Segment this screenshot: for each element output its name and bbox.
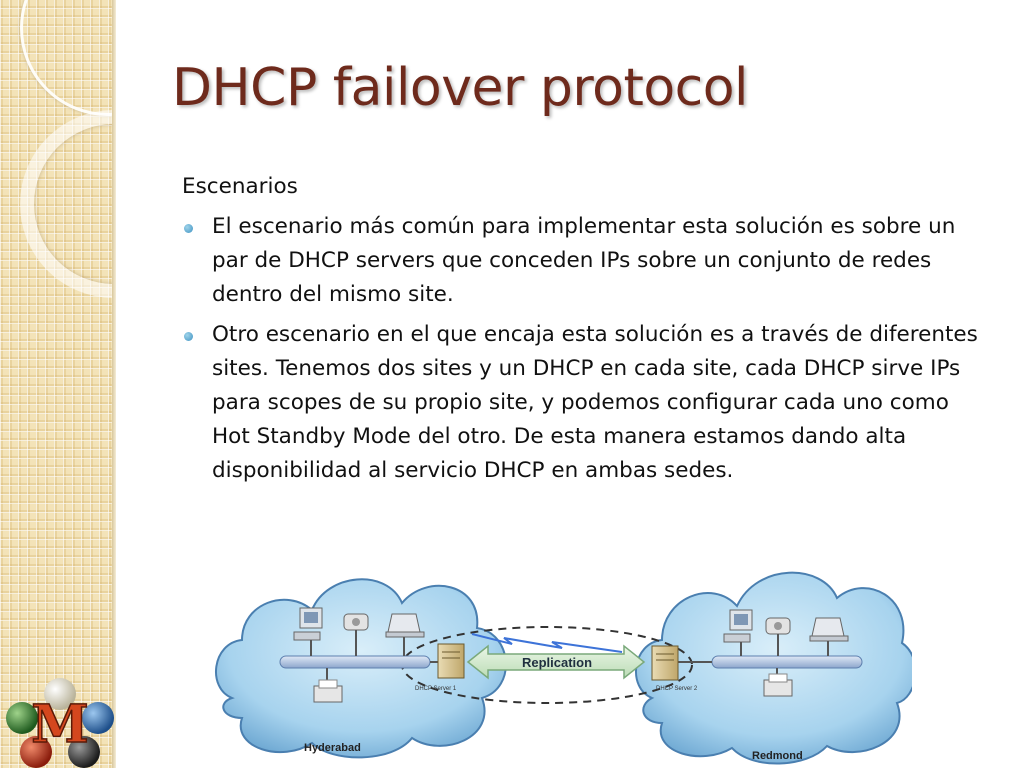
bullet-text: Otro escenario en el que encaja esta solución es a través de diferentes sites. Tenemos dos sites y un DHCP en cada site, cada DHCP sirve IPs para scopes de su propio site, y podemos configurar cada uno como Hot Standby Mode del otro. De esta manera estamos dando alta disponibilidad al servicio DHCP en ambas sedes. [212,322,978,483]
sidebar-edge [112,0,116,768]
replication-label: Replication [521,655,593,670]
bullet-item [182,210,992,312]
site-label-right: Redmond [752,750,803,762]
bullet-icon [184,224,193,233]
subheading: Escenarios [182,174,298,199]
bullet-item [182,318,992,488]
server-label-right: DHCP Server 2 [656,686,698,692]
decorative-ring [20,110,112,298]
magic-logo [2,672,118,768]
site-label-left: Hyderabad [304,742,361,754]
slide-body [182,170,982,494]
logo-letter: M [31,694,89,755]
bullet-text: El escenario más común para implementar esta solución es sobre un par de DHCP servers que conceden IPs sobre un conjunto de redes dentro del mismo site. [212,214,956,307]
slide-title: DHCP failover protocol [172,58,749,118]
bullet-list [182,210,982,488]
bullet-icon [184,332,193,341]
network-bus-right [712,656,862,668]
decorative-sidebar [0,0,112,768]
decorative-ring [20,0,112,116]
server-label-left: DHCP Server 1 [415,686,457,692]
network-diagram [212,548,912,768]
network-bus-left [280,656,430,668]
